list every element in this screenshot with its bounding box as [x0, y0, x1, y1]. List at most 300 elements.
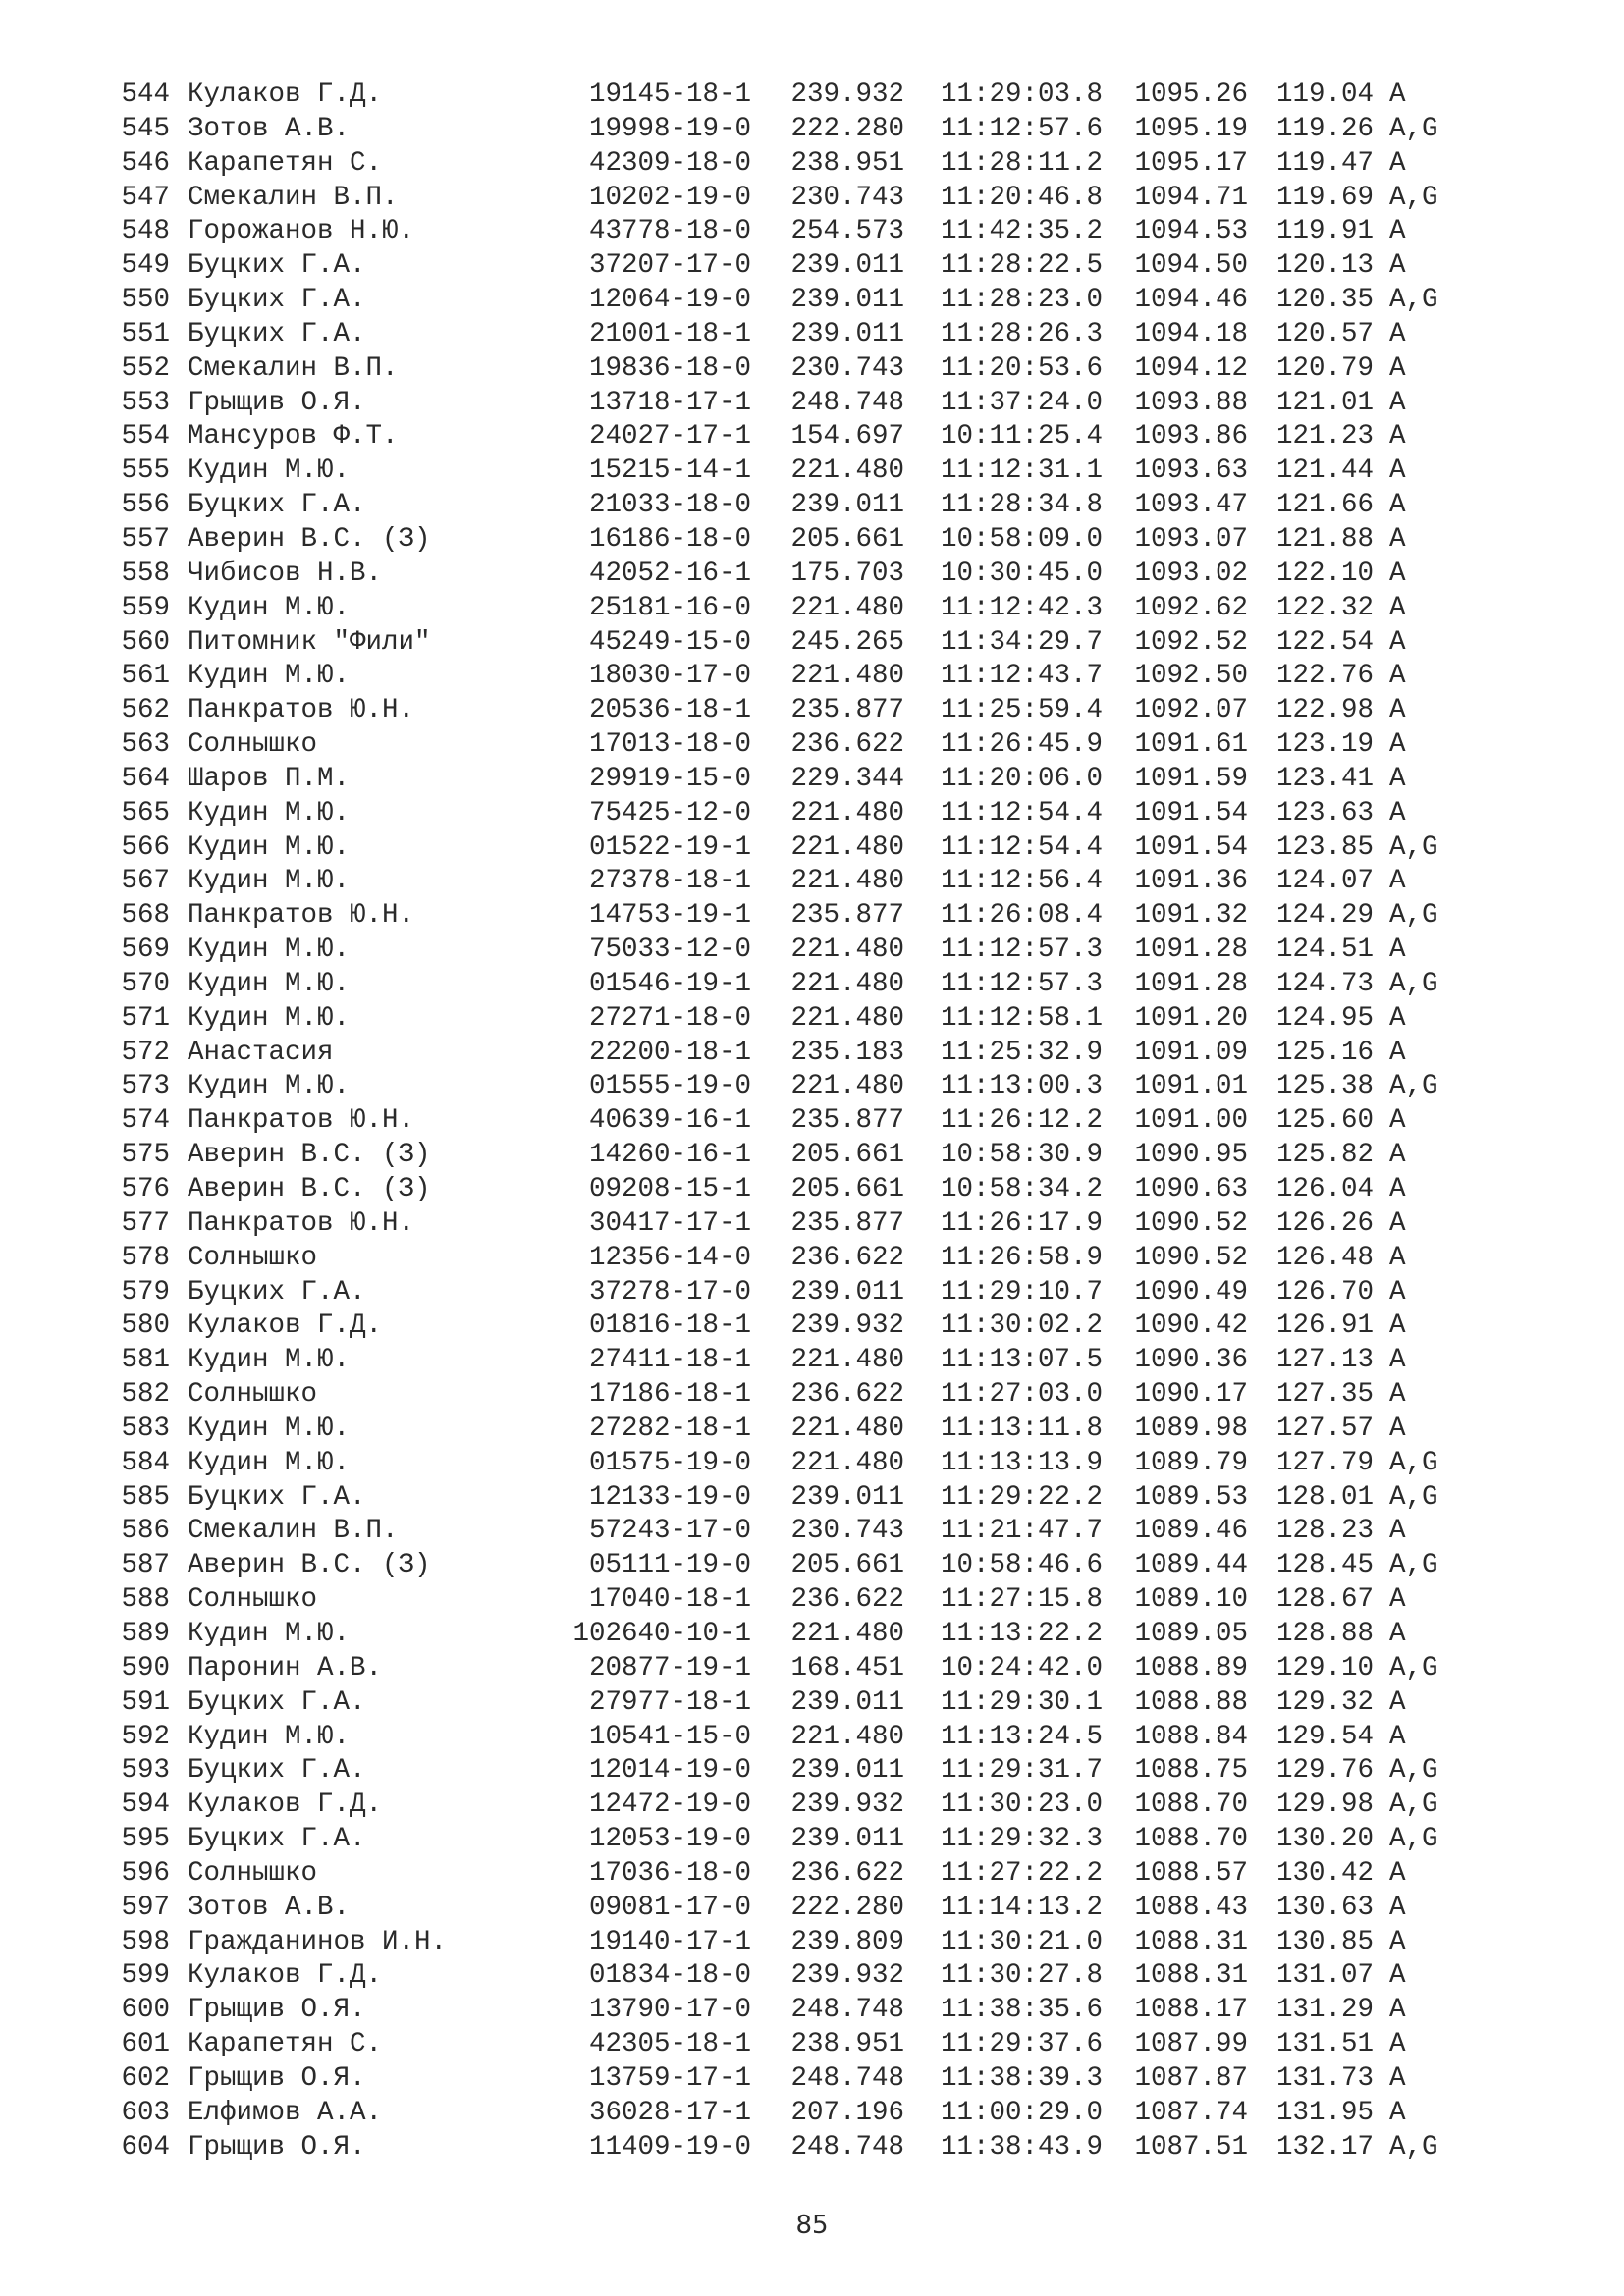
row-number: 587 [121, 1550, 170, 1581]
arrival-time: 11:12:57.3 [940, 934, 1103, 966]
result-row [116, 694, 1452, 728]
speed: 1090.42 [1134, 1310, 1248, 1342]
distance: 254.573 [790, 216, 904, 247]
result-row [116, 1344, 1452, 1378]
ring-number: 19998-19-0 [588, 113, 751, 144]
ring-number: 12472-19-0 [588, 1789, 751, 1821]
flags: A,G [1389, 1550, 1438, 1581]
fancier-name: Кулаков Г.Д. [188, 1960, 383, 1992]
speed: 1091.20 [1134, 1002, 1248, 1034]
result-row [116, 352, 1452, 387]
distance: 205.661 [790, 1140, 904, 1171]
fancier-name: Аверин В.С. (З) [188, 1550, 431, 1581]
row-number: 545 [121, 113, 170, 144]
speed: 1090.49 [1134, 1276, 1248, 1308]
distance: 230.743 [790, 352, 904, 384]
arrival-time: 11:00:29.0 [940, 2097, 1103, 2128]
distance: 168.451 [790, 1652, 904, 1683]
coefficient: 129.98 [1275, 1789, 1374, 1821]
flags: A [1389, 421, 1406, 453]
flags: A,G [1389, 1824, 1438, 1855]
arrival-time: 11:20:53.6 [940, 352, 1103, 384]
speed: 1091.28 [1134, 934, 1248, 966]
arrival-time: 11:29:31.7 [940, 1755, 1103, 1787]
flags: A [1389, 387, 1406, 418]
result-row [116, 1378, 1452, 1413]
fancier-name: Солнышко [188, 1584, 318, 1616]
flags: A [1389, 1037, 1406, 1068]
coefficient: 127.13 [1275, 1345, 1374, 1376]
result-row [116, 1002, 1452, 1037]
flags: A [1389, 558, 1406, 589]
ring-number: 24027-17-1 [588, 421, 751, 453]
coefficient: 122.76 [1275, 661, 1374, 692]
distance: 221.480 [790, 1721, 904, 1752]
flags: A [1389, 1584, 1406, 1616]
arrival-time: 11:38:43.9 [940, 2131, 1103, 2163]
row-number: 569 [121, 934, 170, 966]
speed: 1093.07 [1134, 523, 1248, 555]
coefficient: 128.01 [1275, 1481, 1374, 1513]
ring-number: 29919-15-0 [588, 763, 751, 794]
result-row [116, 865, 1452, 899]
arrival-time: 11:28:34.8 [940, 490, 1103, 521]
fancier-name: Солнышко [188, 729, 318, 761]
distance: 222.280 [790, 1892, 904, 1923]
arrival-time: 11:13:11.8 [940, 1413, 1103, 1444]
flags: A [1389, 1995, 1406, 2026]
coefficient: 131.29 [1275, 1995, 1374, 2026]
result-row [116, 1857, 1452, 1892]
result-row [116, 1309, 1452, 1344]
distance: 205.661 [790, 1174, 904, 1204]
speed: 1092.07 [1134, 695, 1248, 726]
arrival-time: 11:13:24.5 [940, 1721, 1103, 1752]
fancier-name: Кулаков Г.Д. [188, 1789, 383, 1821]
speed: 1089.79 [1134, 1447, 1248, 1478]
distance: 205.661 [790, 1550, 904, 1581]
distance: 248.748 [790, 2062, 904, 2094]
result-row [116, 899, 1452, 934]
result-row [116, 592, 1452, 626]
fancier-name: Солнышко [188, 1857, 318, 1889]
results-list [116, 79, 1452, 2164]
fancier-name: Грыщив О.Я. [188, 2062, 366, 2094]
ring-number: 19836-18-0 [588, 352, 751, 384]
result-row [116, 1276, 1452, 1310]
coefficient: 121.66 [1275, 490, 1374, 521]
flags: A,G [1389, 1652, 1438, 1683]
distance: 207.196 [790, 2097, 904, 2128]
fancier-name: Кудин М.Ю. [188, 455, 351, 487]
ring-number: 13718-17-1 [588, 387, 751, 418]
flags: A [1389, 1379, 1406, 1411]
speed: 1089.98 [1134, 1413, 1248, 1444]
result-row [116, 1447, 1452, 1481]
flags: A [1389, 318, 1406, 349]
row-number: 574 [121, 1105, 170, 1137]
coefficient: 120.79 [1275, 352, 1374, 384]
flags: A [1389, 2062, 1406, 2094]
row-number: 585 [121, 1481, 170, 1513]
coefficient: 120.13 [1275, 250, 1374, 282]
arrival-time: 11:30:27.8 [940, 1960, 1103, 1992]
speed: 1090.52 [1134, 1242, 1248, 1273]
coefficient: 124.07 [1275, 866, 1374, 897]
result-row [116, 1892, 1452, 1926]
fancier-name: Грыщив О.Я. [188, 2131, 366, 2163]
row-number: 591 [121, 1686, 170, 1718]
result-row [116, 2097, 1452, 2131]
speed: 1095.26 [1134, 80, 1248, 110]
speed: 1091.28 [1134, 968, 1248, 999]
row-number: 572 [121, 1037, 170, 1068]
flags: A [1389, 934, 1406, 966]
result-row [116, 420, 1452, 454]
result-row [116, 728, 1452, 763]
speed: 1088.70 [1134, 1789, 1248, 1821]
ring-number: 40639-16-1 [588, 1105, 751, 1137]
fancier-name: Буцких Г.А. [188, 285, 366, 316]
fancier-name: Панкратов Ю.Н. [188, 1207, 415, 1239]
arrival-time: 11:26:08.4 [940, 900, 1103, 932]
row-number: 580 [121, 1310, 170, 1342]
distance: 221.480 [790, 934, 904, 966]
result-row [116, 1173, 1452, 1207]
ring-number: 19145-18-1 [588, 80, 751, 110]
arrival-time: 10:58:34.2 [940, 1174, 1103, 1204]
flags: A [1389, 1686, 1406, 1718]
speed: 1093.88 [1134, 387, 1248, 418]
row-number: 544 [121, 80, 170, 110]
row-number: 581 [121, 1345, 170, 1376]
result-row [116, 1754, 1452, 1789]
ring-number: 19140-17-1 [588, 1926, 751, 1957]
fancier-name: Зотов А.В. [188, 1892, 351, 1923]
flags: A [1389, 763, 1406, 794]
result-row [116, 523, 1452, 558]
speed: 1091.54 [1134, 831, 1248, 863]
row-number: 562 [121, 695, 170, 726]
distance: 221.480 [790, 831, 904, 863]
ring-number: 15215-14-1 [588, 455, 751, 487]
speed: 1094.71 [1134, 182, 1248, 213]
result-row [116, 1549, 1452, 1583]
coefficient: 126.26 [1275, 1207, 1374, 1239]
fancier-name: Кудин М.Ю. [188, 866, 351, 897]
arrival-time: 11:25:59.4 [940, 695, 1103, 726]
flags: A [1389, 1618, 1406, 1649]
row-number: 582 [121, 1379, 170, 1411]
arrival-time: 11:28:22.5 [940, 250, 1103, 282]
row-number: 556 [121, 490, 170, 521]
speed: 1095.19 [1134, 113, 1248, 144]
arrival-time: 11:25:32.9 [940, 1037, 1103, 1068]
arrival-time: 11:20:46.8 [940, 182, 1103, 213]
speed: 1093.63 [1134, 455, 1248, 487]
result-row [116, 1070, 1452, 1104]
arrival-time: 10:11:25.4 [940, 421, 1103, 453]
arrival-time: 11:26:58.9 [940, 1242, 1103, 1273]
row-number: 553 [121, 387, 170, 418]
arrival-time: 11:26:12.2 [940, 1105, 1103, 1137]
fancier-name: Буцких Г.А. [188, 318, 366, 349]
result-row [116, 1413, 1452, 1447]
row-number: 550 [121, 285, 170, 316]
coefficient: 121.88 [1275, 523, 1374, 555]
distance: 230.743 [790, 182, 904, 213]
arrival-time: 11:14:13.2 [940, 1892, 1103, 1923]
arrival-time: 11:13:22.2 [940, 1618, 1103, 1649]
ring-number: 01555-19-0 [588, 1071, 751, 1102]
fancier-name: Кулаков Г.Д. [188, 1310, 383, 1342]
result-row [116, 1104, 1452, 1139]
result-row [116, 1789, 1452, 1823]
fancier-name: Зотов А.В. [188, 113, 351, 144]
flags: A [1389, 1516, 1406, 1547]
row-number: 583 [121, 1413, 170, 1444]
coefficient: 119.69 [1275, 182, 1374, 213]
coefficient: 126.91 [1275, 1310, 1374, 1342]
flags: A [1389, 1413, 1406, 1444]
distance: 205.661 [790, 523, 904, 555]
fancier-name: Кудин М.Ю. [188, 592, 351, 623]
arrival-time: 11:12:42.3 [940, 592, 1103, 623]
result-row [116, 147, 1452, 182]
row-number: 584 [121, 1447, 170, 1478]
ring-number: 27411-18-1 [588, 1345, 751, 1376]
coefficient: 126.04 [1275, 1174, 1374, 1204]
distance: 175.703 [790, 558, 904, 589]
distance: 229.344 [790, 763, 904, 794]
arrival-time: 11:28:11.2 [940, 147, 1103, 179]
distance: 248.748 [790, 387, 904, 418]
result-row [116, 79, 1452, 113]
result-row [116, 660, 1452, 694]
arrival-time: 11:37:24.0 [940, 387, 1103, 418]
result-row [116, 1139, 1452, 1173]
row-number: 570 [121, 968, 170, 999]
arrival-time: 11:29:37.6 [940, 2029, 1103, 2060]
distance: 239.932 [790, 80, 904, 110]
result-row [116, 284, 1452, 318]
flags: A [1389, 490, 1406, 521]
ring-number: 12064-19-0 [588, 285, 751, 316]
flags: A [1389, 695, 1406, 726]
result-row [116, 1242, 1452, 1276]
arrival-time: 11:26:45.9 [940, 729, 1103, 761]
arrival-time: 11:12:54.4 [940, 831, 1103, 863]
flags: A,G [1389, 2131, 1438, 2163]
speed: 1094.53 [1134, 216, 1248, 247]
arrival-time: 11:13:07.5 [940, 1345, 1103, 1376]
fancier-name: Кудин М.Ю. [188, 661, 351, 692]
distance: 235.877 [790, 695, 904, 726]
flags: A [1389, 2029, 1406, 2060]
row-number: 551 [121, 318, 170, 349]
row-number: 561 [121, 661, 170, 692]
speed: 1091.61 [1134, 729, 1248, 761]
row-number: 566 [121, 831, 170, 863]
speed: 1092.62 [1134, 592, 1248, 623]
flags: A [1389, 1960, 1406, 1992]
row-number: 576 [121, 1174, 170, 1204]
result-row [116, 489, 1452, 523]
result-row [116, 1994, 1452, 2028]
fancier-name: Буцких Г.А. [188, 1686, 366, 1718]
speed: 1092.50 [1134, 661, 1248, 692]
ring-number: 43778-18-0 [588, 216, 751, 247]
flags: A [1389, 1174, 1406, 1204]
fancier-name: Кудин М.Ю. [188, 1002, 351, 1034]
ring-number: 09208-15-1 [588, 1174, 751, 1204]
speed: 1091.00 [1134, 1105, 1248, 1137]
speed: 1095.17 [1134, 147, 1248, 179]
distance: 221.480 [790, 592, 904, 623]
speed: 1088.17 [1134, 1995, 1248, 2026]
flags: A,G [1389, 1071, 1438, 1102]
result-row [116, 1037, 1452, 1071]
result-row [116, 763, 1452, 797]
page-number: 85 [795, 2211, 829, 2240]
speed: 1091.09 [1134, 1037, 1248, 1068]
distance: 236.622 [790, 1857, 904, 1889]
arrival-time: 11:29:10.7 [940, 1276, 1103, 1308]
coefficient: 130.85 [1275, 1926, 1374, 1957]
distance: 236.622 [790, 729, 904, 761]
coefficient: 128.23 [1275, 1516, 1374, 1547]
ring-number: 05111-19-0 [588, 1550, 751, 1581]
flags: A,G [1389, 1789, 1438, 1821]
coefficient: 128.88 [1275, 1618, 1374, 1649]
distance: 235.877 [790, 1207, 904, 1239]
row-number: 558 [121, 558, 170, 589]
flags: A [1389, 1242, 1406, 1273]
flags: A [1389, 250, 1406, 282]
flags: A [1389, 1857, 1406, 1889]
ring-number: 17186-18-1 [588, 1379, 751, 1411]
row-number: 588 [121, 1584, 170, 1616]
result-row [116, 831, 1452, 866]
speed: 1091.59 [1134, 763, 1248, 794]
fancier-name: Кудин М.Ю. [188, 1071, 351, 1102]
distance: 221.480 [790, 661, 904, 692]
flags: A [1389, 2097, 1406, 2128]
speed: 1088.89 [1134, 1652, 1248, 1683]
arrival-time: 11:12:58.1 [940, 1002, 1103, 1034]
row-number: 573 [121, 1071, 170, 1102]
coefficient: 126.70 [1275, 1276, 1374, 1308]
fancier-name: Буцких Г.А. [188, 490, 366, 521]
ring-number: 14260-16-1 [588, 1140, 751, 1171]
distance: 221.480 [790, 1618, 904, 1649]
speed: 1087.99 [1134, 2029, 1248, 2060]
ring-number: 27378-18-1 [588, 866, 751, 897]
row-number: 552 [121, 352, 170, 384]
flags: A [1389, 80, 1406, 110]
row-number: 603 [121, 2097, 170, 2128]
speed: 1088.75 [1134, 1755, 1248, 1787]
fancier-name: Кулаков Г.Д. [188, 80, 383, 110]
flags: A [1389, 352, 1406, 384]
arrival-time: 11:30:21.0 [940, 1926, 1103, 1957]
coefficient: 124.95 [1275, 1002, 1374, 1034]
coefficient: 132.17 [1275, 2131, 1374, 2163]
distance: 239.932 [790, 1310, 904, 1342]
ring-number: 01575-19-0 [588, 1447, 751, 1478]
coefficient: 119.47 [1275, 147, 1374, 179]
flags: A [1389, 797, 1406, 828]
distance: 245.265 [790, 626, 904, 658]
coefficient: 122.10 [1275, 558, 1374, 589]
distance: 239.932 [790, 1789, 904, 1821]
flags: A,G [1389, 968, 1438, 999]
arrival-time: 11:13:13.9 [940, 1447, 1103, 1478]
speed: 1090.36 [1134, 1345, 1248, 1376]
ring-number: 36028-17-1 [588, 2097, 751, 2128]
coefficient: 120.35 [1275, 285, 1374, 316]
speed: 1090.17 [1134, 1379, 1248, 1411]
coefficient: 119.91 [1275, 216, 1374, 247]
distance: 235.183 [790, 1037, 904, 1068]
coefficient: 129.54 [1275, 1721, 1374, 1752]
coefficient: 124.51 [1275, 934, 1374, 966]
ring-number: 13790-17-0 [588, 1995, 751, 2026]
row-number: 575 [121, 1140, 170, 1171]
fancier-name: Кудин М.Ю. [188, 797, 351, 828]
result-row [116, 934, 1452, 968]
speed: 1087.51 [1134, 2131, 1248, 2163]
row-number: 560 [121, 626, 170, 658]
arrival-time: 11:12:57.6 [940, 113, 1103, 144]
fancier-name: Солнышко [188, 1242, 318, 1273]
distance: 239.011 [790, 250, 904, 282]
distance: 239.011 [790, 1755, 904, 1787]
flags: A,G [1389, 113, 1438, 144]
result-row [116, 215, 1452, 249]
ring-number: 13759-17-1 [588, 2062, 751, 2094]
speed: 1091.54 [1134, 797, 1248, 828]
arrival-time: 11:38:39.3 [940, 2062, 1103, 2094]
fancier-name: Панкратов Ю.Н. [188, 900, 415, 932]
fancier-name: Питомник "Фили" [188, 626, 431, 658]
distance: 239.011 [790, 1276, 904, 1308]
ring-number: 42052-16-1 [588, 558, 751, 589]
result-row [116, 2028, 1452, 2062]
result-row [116, 113, 1452, 147]
distance: 221.480 [790, 1345, 904, 1376]
flags: A,G [1389, 285, 1438, 316]
fancier-name: Кудин М.Ю. [188, 1721, 351, 1752]
row-number: 590 [121, 1652, 170, 1683]
row-number: 602 [121, 2062, 170, 2094]
speed: 1094.50 [1134, 250, 1248, 282]
coefficient: 121.44 [1275, 455, 1374, 487]
row-number: 555 [121, 455, 170, 487]
ring-number: 12133-19-0 [588, 1481, 751, 1513]
flags: A,G [1389, 182, 1438, 213]
ring-number: 27977-18-1 [588, 1686, 751, 1718]
ring-number: 22200-18-1 [588, 1037, 751, 1068]
flags: A,G [1389, 1755, 1438, 1787]
distance: 239.011 [790, 285, 904, 316]
speed: 1089.44 [1134, 1550, 1248, 1581]
fancier-name: Грыщив О.Я. [188, 1995, 366, 2026]
distance: 238.951 [790, 2029, 904, 2060]
fancier-name: Грыщив О.Я. [188, 387, 366, 418]
flags: A [1389, 1345, 1406, 1376]
fancier-name: Смекалин В.П. [188, 1516, 399, 1547]
